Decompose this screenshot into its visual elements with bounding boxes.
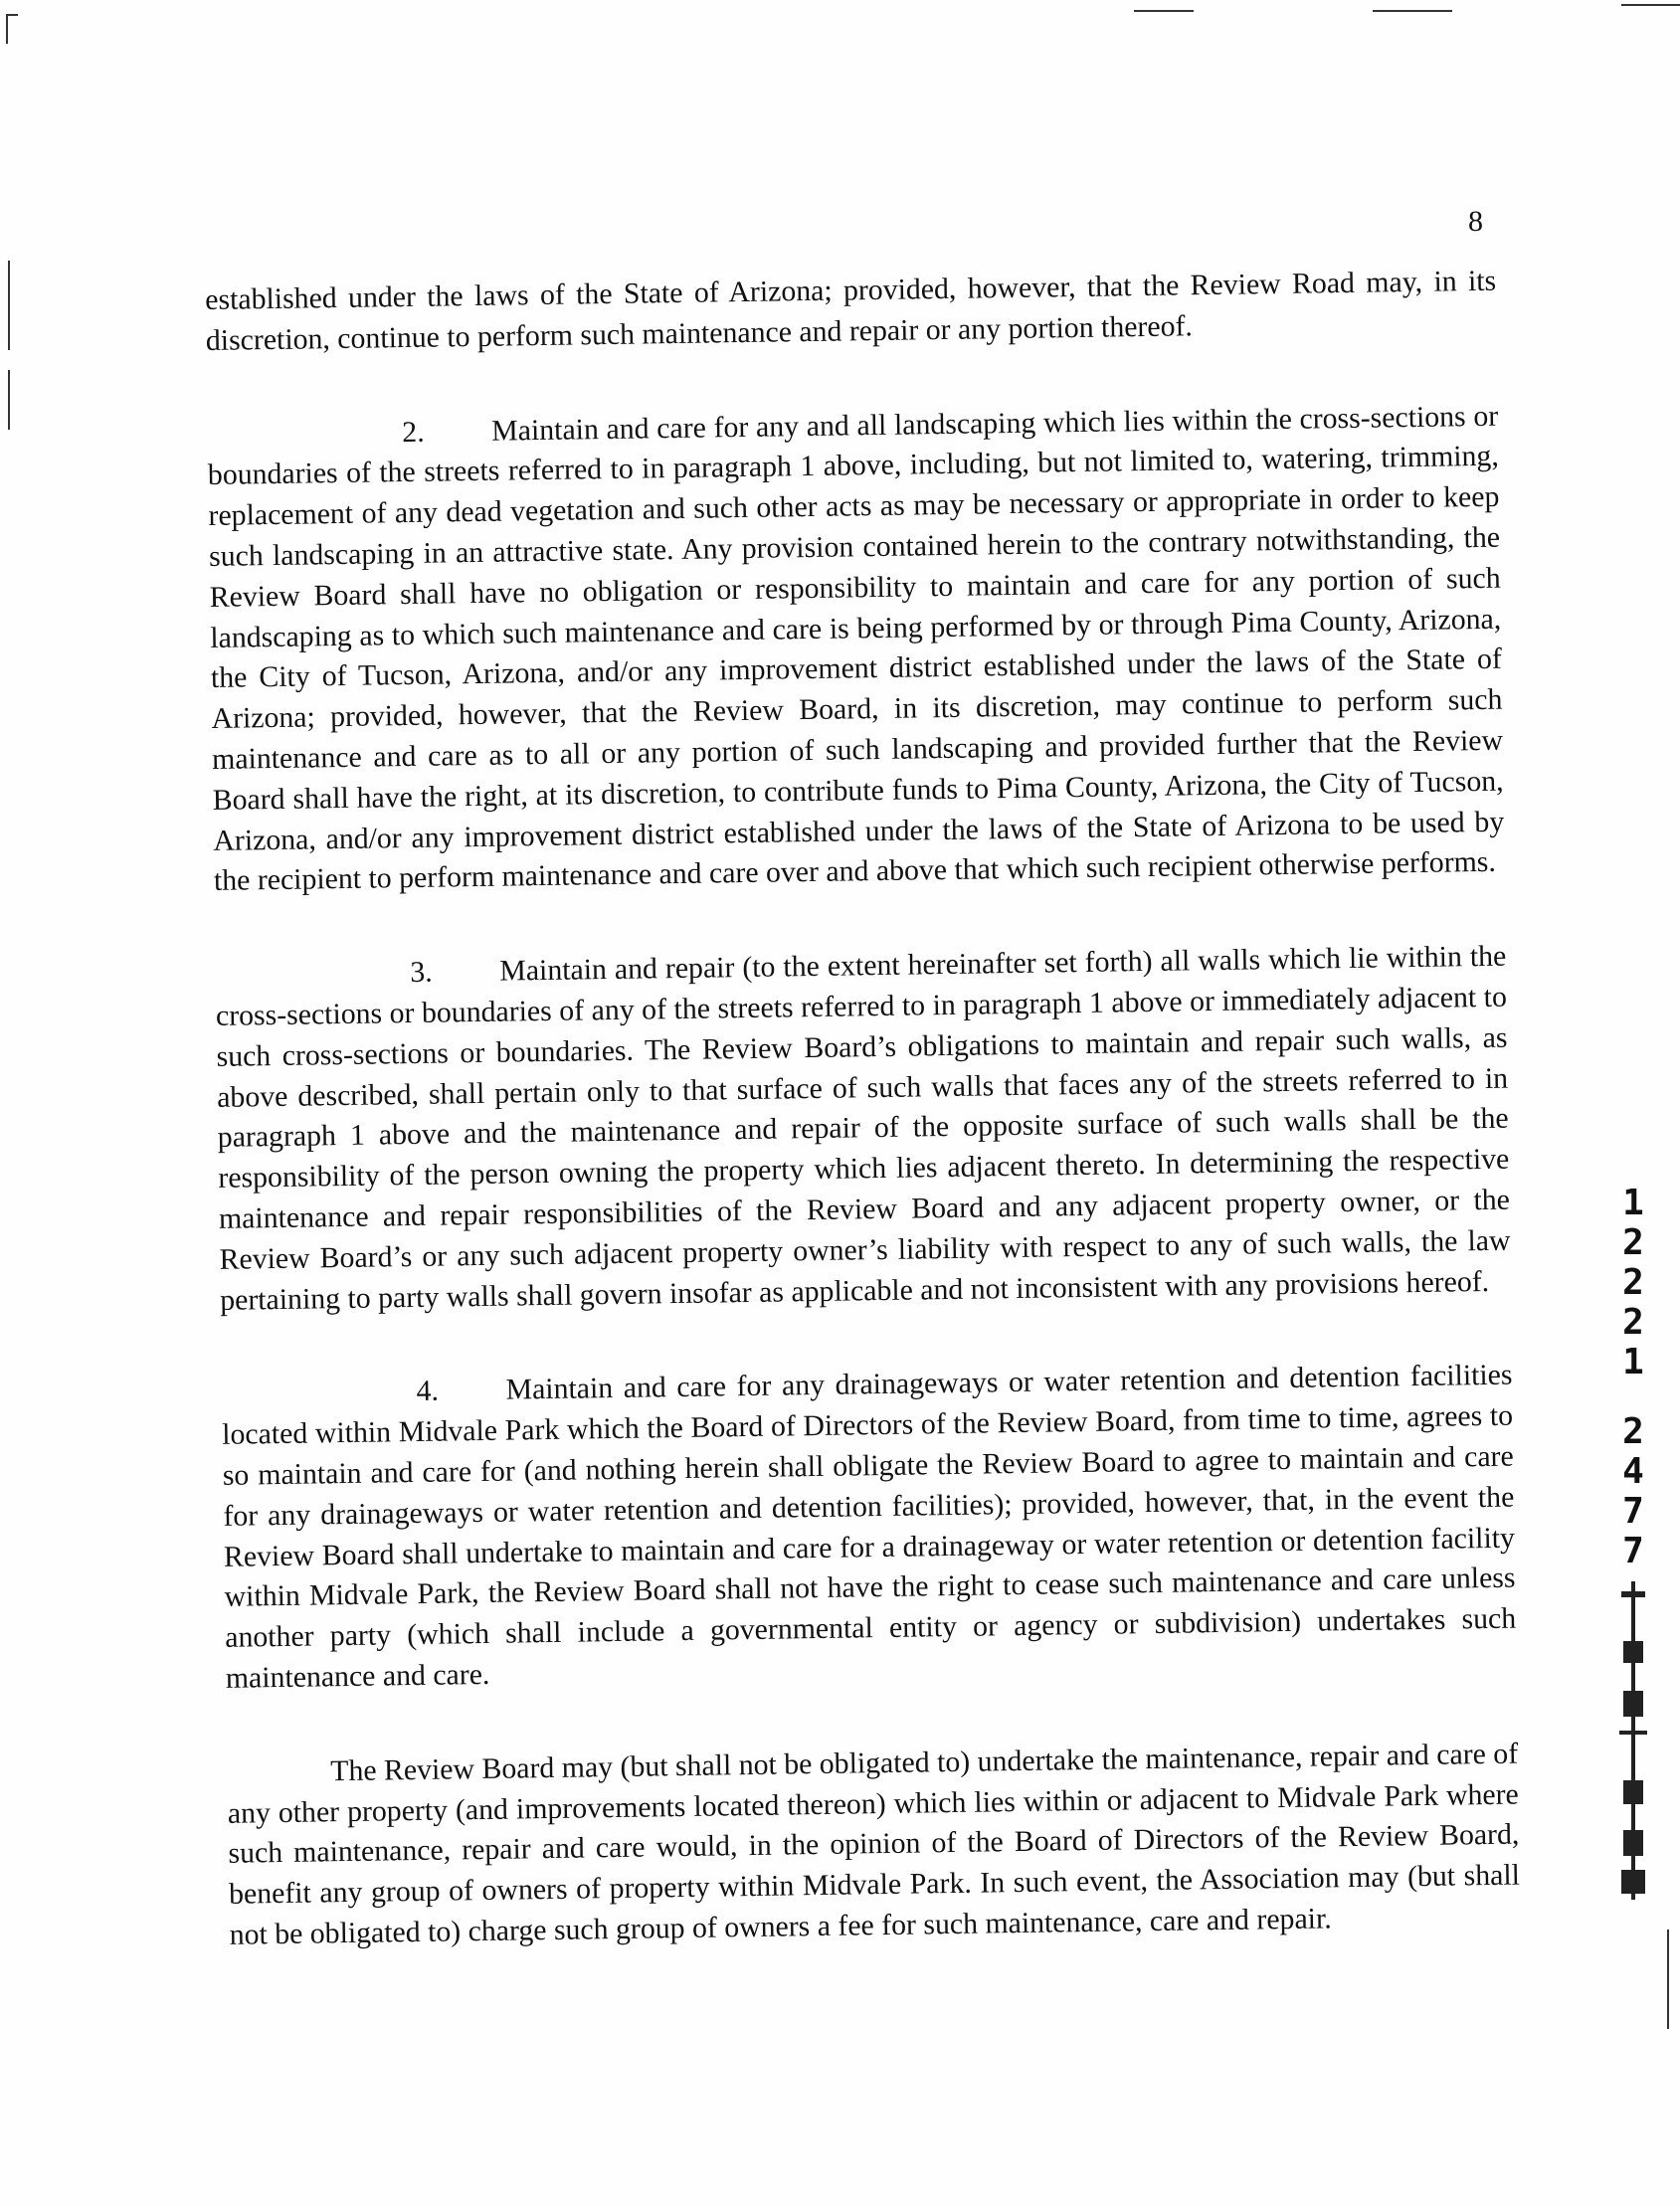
page-number: 8 bbox=[1468, 205, 1483, 238]
docket-digit: 1 bbox=[1622, 1342, 1644, 1382]
scan-artifact-left-edge bbox=[8, 261, 10, 350]
docket-digit: 2 bbox=[1622, 1222, 1644, 1263]
paragraph-text: established under the laws of the State of Arizona; provided, however, that the Review Road may, in its discretion, continue to perform such maintenance and repair or any portion thereof. bbox=[205, 264, 1497, 357]
docket-digit: 2 bbox=[1622, 1262, 1644, 1303]
docket-digit: 1 bbox=[1622, 1183, 1644, 1223]
paragraph-4 bbox=[221, 1356, 1517, 1700]
paragraph-text: Maintain and care for any and all landscaping which lies within the cross-sections or boundaries of the streets referred to in paragraph 1 above, including, but not limited to, watering, trimming, replacement of any dead vegetation and such other acts as may be necessary or appropriate in order to keep such landscaping in an attractive state. Any provision contained herein to the contrary notwithstanding, the Review Board shall have no obligation or responsibility to maintain and care for any portion of such landscaping as to which such maintenance and care is being performed by or through Pima County, Arizona, the City of Tucson, Arizona, and/or any improvement district established under the laws of the State of Arizona; provided, however, that the Review Board, in its discretion, may continue to perform such maintenance and care as to all or any portion of such landscaping and provided further that the Review Board shall have the right, at its discretion, to contribute funds to Pima County, Arizona, the City of Tucson, Arizona, and/or any improvement district established under the laws of the State of Arizona to be used by the recipient to perform maintenance and care over and above that which such recipient otherwise performs. bbox=[207, 399, 1505, 898]
docket-number-stamp bbox=[1613, 1184, 1653, 1571]
docket-digit: 2 bbox=[1622, 1302, 1644, 1343]
paragraph-number: 3. bbox=[410, 955, 433, 990]
scan-artifact-right-edge bbox=[1667, 1930, 1669, 2029]
docket-digit: 7 bbox=[1622, 1531, 1644, 1571]
docket-digit: 4 bbox=[1622, 1451, 1644, 1492]
scan-artifact-left-edge-2 bbox=[8, 370, 10, 430]
paragraph-text: Maintain and care for any drainageways or water retention and detention facilities located within Midvale Park which the Board of Directors of the Review Board, from time to time, agrees to so maintain and care for (and nothing herein shall obligate the Review Board to agree to maintain and care for any drainageways or water retention and detention facilities); provided, however, that, in the event the Review Board shall undertake to maintain and care for a drainageway or water retention or detention facility within Midvale Park, the Review Board shall not have the right to cease such maintenance and care unless another party (which shall include a governmental entity or agency or subdivision) undertakes such maintenance and care. bbox=[221, 1358, 1517, 1695]
paragraph-closing bbox=[227, 1734, 1521, 1955]
barcode-stamp-graphic bbox=[1609, 1581, 1657, 1900]
paragraph-text: The Review Board may (but shall not be obligated to) undertake the maintenance, repair and care of any other property (and improvements located thereon) which lies within or adjacent to Midvale Park where such maintenance, repair and care would, in the opinion of the Board of Directors of the Review Board, benefit any group of owners of property within Midvale Park. In such event, the Association may (but shall not be obligated to) charge such group of owners a fee for such maintenance, care and repair. bbox=[227, 1737, 1521, 1951]
scan-artifact-top-rule-3 bbox=[1621, 4, 1680, 6]
docket-digit: 2 bbox=[1622, 1411, 1644, 1452]
paragraph-text: Maintain and repair (to the extent hereinafter set forth) all walls which lie within the cross-sections or boundaries of any of the streets referred to in paragraph 1 above or immediately adjacent to such cross-sections or boundaries. The Review Board’s obligations to maintain and repair such walls, as above described, shall pertain only to that surface of such walls that faces any of the streets referred to in paragraph 1 above and the maintenance and repair of the opposite surface of such walls shall be the responsibility of the person owning the property which lies adjacent thereto. In determining the respective maintenance and repair responsibilities of the Review Board and any adjacent property owner, or the Review Board’s or any such adjacent property owner’s liability with respect to any of such walls, the law pertaining to party walls shall govern insofar as applicable and not inconsistent with any provisions hereof. bbox=[215, 939, 1511, 1317]
document-body bbox=[205, 262, 1522, 2010]
docket-gap bbox=[1613, 1382, 1653, 1412]
paragraph-number: 4. bbox=[416, 1374, 440, 1408]
scan-artifact-top-rule-1 bbox=[1134, 10, 1194, 12]
paragraph-number: 2. bbox=[402, 415, 425, 449]
scan-artifact-top-rule-2 bbox=[1373, 10, 1452, 12]
paragraph-continuation bbox=[205, 262, 1497, 362]
paragraph-2 bbox=[207, 396, 1505, 902]
scan-artifact-top-left bbox=[6, 14, 8, 44]
scan-artifact-top-left-hook bbox=[6, 14, 18, 16]
paragraph-3 bbox=[215, 937, 1511, 1321]
docket-digit: 7 bbox=[1622, 1491, 1644, 1532]
